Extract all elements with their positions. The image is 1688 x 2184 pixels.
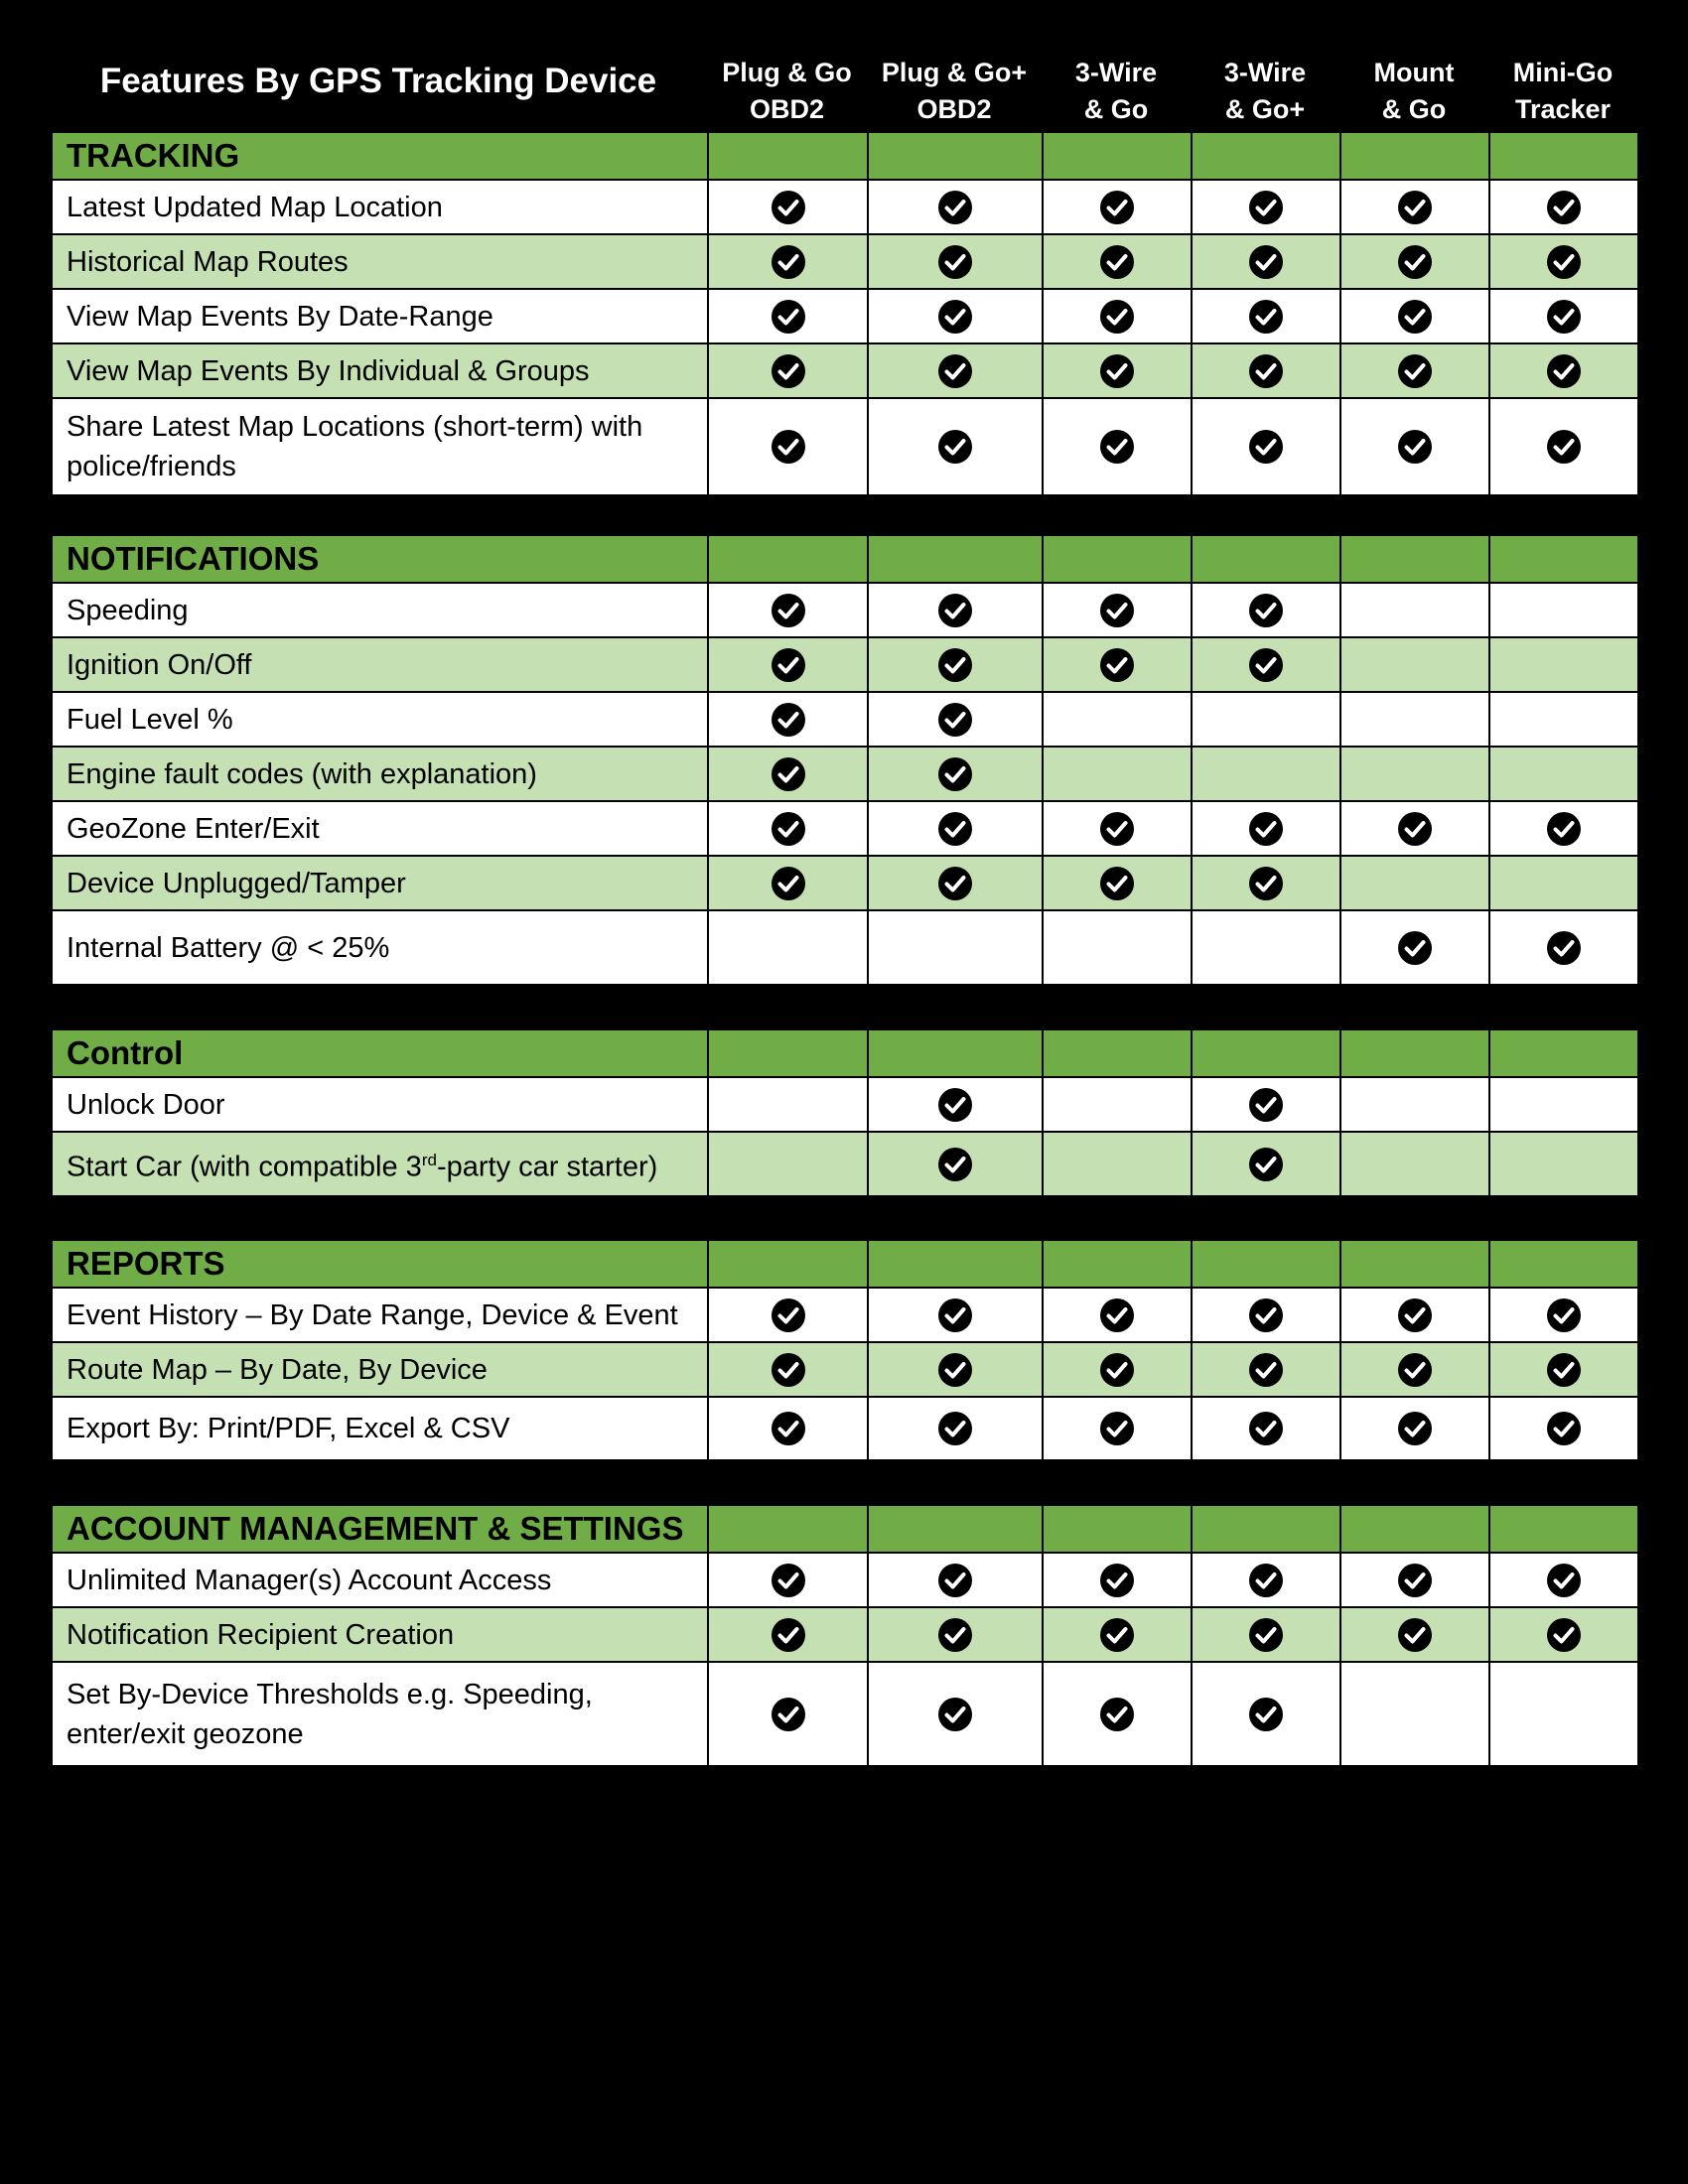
support-cell bbox=[1340, 1662, 1489, 1766]
check-circle-icon bbox=[1248, 593, 1284, 628]
support-cell bbox=[1340, 180, 1489, 234]
feature-label: Historical Map Routes bbox=[52, 234, 708, 289]
check-circle-icon bbox=[1099, 1411, 1135, 1446]
check-circle-icon bbox=[1248, 353, 1284, 389]
device-column-header: Plug & Go+ OBD2 bbox=[881, 58, 1028, 124]
check-circle-icon bbox=[1099, 1617, 1135, 1653]
check-circle-icon bbox=[1248, 647, 1284, 683]
check-circle-icon bbox=[1099, 429, 1135, 465]
check-circle-icon bbox=[771, 593, 806, 628]
feature-section-table bbox=[51, 1504, 1639, 1767]
check-circle-icon bbox=[771, 1563, 806, 1598]
support-cell bbox=[1043, 343, 1192, 398]
section-header bbox=[52, 132, 1638, 180]
feature-row bbox=[52, 856, 1638, 910]
check-circle-icon bbox=[1099, 190, 1135, 225]
section-title: TRACKING bbox=[52, 132, 708, 180]
feature-row bbox=[52, 234, 1638, 289]
check-circle-icon bbox=[1099, 353, 1135, 389]
support-cell bbox=[1043, 398, 1192, 495]
check-circle-icon bbox=[937, 299, 973, 335]
feature-label: Latest Updated Map Location bbox=[52, 180, 708, 234]
support-cell bbox=[1043, 583, 1192, 637]
feature-row bbox=[52, 1553, 1638, 1607]
check-circle-icon bbox=[1397, 1617, 1433, 1653]
support-cell bbox=[1043, 1607, 1192, 1662]
feature-row bbox=[52, 583, 1638, 637]
feature-label: Engine fault codes (with explanation) bbox=[52, 747, 708, 801]
check-circle-icon bbox=[937, 353, 973, 389]
check-circle-icon bbox=[771, 1352, 806, 1388]
device-column-header: 3-Wire & Go+ bbox=[1223, 58, 1307, 124]
check-circle-icon bbox=[771, 299, 806, 335]
support-cell bbox=[1340, 583, 1489, 637]
support-cell bbox=[1340, 856, 1489, 910]
check-circle-icon bbox=[1397, 811, 1433, 847]
support-cell bbox=[708, 692, 868, 747]
check-circle-icon bbox=[937, 866, 973, 901]
support-cell bbox=[708, 234, 868, 289]
support-cell bbox=[1043, 910, 1192, 985]
check-circle-icon bbox=[937, 244, 973, 280]
support-cell bbox=[868, 1662, 1043, 1766]
feature-label: Export By: Print/PDF, Excel & CSV bbox=[52, 1397, 708, 1460]
feature-section-table bbox=[51, 534, 1639, 986]
feature-label: Ignition On/Off bbox=[52, 637, 708, 692]
check-circle-icon bbox=[771, 866, 806, 901]
check-circle-icon bbox=[771, 647, 806, 683]
check-circle-icon bbox=[937, 1563, 973, 1598]
check-circle-icon bbox=[1248, 1297, 1284, 1333]
support-cell bbox=[868, 910, 1043, 985]
check-circle-icon bbox=[771, 190, 806, 225]
support-cell bbox=[1192, 692, 1340, 747]
support-cell bbox=[708, 289, 868, 343]
support-cell bbox=[868, 398, 1043, 495]
check-circle-icon bbox=[937, 1087, 973, 1123]
section-title: NOTIFICATIONS bbox=[52, 535, 708, 583]
feature-row bbox=[52, 637, 1638, 692]
check-circle-icon bbox=[1546, 1352, 1582, 1388]
support-cell bbox=[708, 856, 868, 910]
support-cell bbox=[868, 747, 1043, 801]
support-cell bbox=[708, 1132, 868, 1196]
feature-section-table bbox=[51, 1239, 1639, 1461]
support-cell bbox=[1489, 747, 1638, 801]
check-circle-icon bbox=[1397, 429, 1433, 465]
feature-label: Speeding bbox=[52, 583, 708, 637]
support-cell bbox=[1489, 1077, 1638, 1132]
support-cell bbox=[868, 234, 1043, 289]
support-cell bbox=[708, 910, 868, 985]
support-cell bbox=[1489, 856, 1638, 910]
support-cell bbox=[868, 1397, 1043, 1460]
check-circle-icon bbox=[1546, 353, 1582, 389]
check-circle-icon bbox=[1099, 1297, 1135, 1333]
feature-label: Notification Recipient Creation bbox=[52, 1607, 708, 1662]
support-cell bbox=[1043, 1553, 1192, 1607]
support-cell bbox=[708, 180, 868, 234]
check-circle-icon bbox=[1248, 244, 1284, 280]
section-header bbox=[52, 1505, 1638, 1553]
support-cell bbox=[1340, 1132, 1489, 1196]
support-cell bbox=[708, 637, 868, 692]
check-circle-icon bbox=[771, 811, 806, 847]
support-cell bbox=[708, 398, 868, 495]
support-cell bbox=[868, 583, 1043, 637]
support-cell bbox=[1340, 637, 1489, 692]
feature-row bbox=[52, 289, 1638, 343]
support-cell bbox=[1192, 398, 1340, 495]
check-circle-icon bbox=[1099, 647, 1135, 683]
support-cell bbox=[1489, 637, 1638, 692]
check-circle-icon bbox=[1546, 1297, 1582, 1333]
feature-row bbox=[52, 1397, 1638, 1460]
check-circle-icon bbox=[771, 244, 806, 280]
support-cell bbox=[1043, 1132, 1192, 1196]
support-cell bbox=[1340, 1342, 1489, 1397]
feature-label: Start Car (with compatible 3rd-party car starter) bbox=[52, 1132, 708, 1196]
check-circle-icon bbox=[937, 593, 973, 628]
support-cell bbox=[1489, 583, 1638, 637]
support-cell bbox=[1043, 801, 1192, 856]
feature-label: Unlock Door bbox=[52, 1077, 708, 1132]
feature-label: View Map Events By Individual & Groups bbox=[52, 343, 708, 398]
check-circle-icon bbox=[1397, 353, 1433, 389]
page-title: Features By GPS Tracking Device bbox=[99, 62, 657, 100]
support-cell bbox=[868, 1553, 1043, 1607]
support-cell bbox=[1489, 1553, 1638, 1607]
check-circle-icon bbox=[1546, 1411, 1582, 1446]
check-circle-icon bbox=[1248, 866, 1284, 901]
section-title: Control bbox=[52, 1029, 708, 1077]
support-cell bbox=[1043, 747, 1192, 801]
check-circle-icon bbox=[771, 1617, 806, 1653]
support-cell bbox=[1340, 234, 1489, 289]
support-cell bbox=[1192, 856, 1340, 910]
feature-label: Unlimited Manager(s) Account Access bbox=[52, 1553, 708, 1607]
check-circle-icon bbox=[1099, 593, 1135, 628]
check-circle-icon bbox=[1397, 1352, 1433, 1388]
check-circle-icon bbox=[1248, 1147, 1284, 1182]
check-circle-icon bbox=[1546, 299, 1582, 335]
table-header bbox=[0, 0, 1688, 131]
check-circle-icon bbox=[1248, 299, 1284, 335]
section-header bbox=[52, 535, 1638, 583]
support-cell bbox=[1340, 1397, 1489, 1460]
support-cell bbox=[868, 637, 1043, 692]
feature-label: Set By-Device Thresholds e.g. Speeding, enter/exit geozone bbox=[52, 1662, 708, 1766]
support-cell bbox=[1192, 1342, 1340, 1397]
support-cell bbox=[1043, 289, 1192, 343]
check-circle-icon bbox=[937, 1147, 973, 1182]
section-title: REPORTS bbox=[52, 1240, 708, 1288]
support-cell bbox=[1043, 1288, 1192, 1342]
check-circle-icon bbox=[1397, 1563, 1433, 1598]
support-cell bbox=[1340, 747, 1489, 801]
feature-row bbox=[52, 1662, 1638, 1766]
support-cell bbox=[1192, 583, 1340, 637]
support-cell bbox=[1192, 637, 1340, 692]
check-circle-icon bbox=[1099, 866, 1135, 901]
support-cell bbox=[708, 583, 868, 637]
support-cell bbox=[1340, 910, 1489, 985]
support-cell bbox=[1489, 180, 1638, 234]
support-cell bbox=[1043, 1397, 1192, 1460]
feature-label: Internal Battery @ < 25% bbox=[52, 910, 708, 985]
support-cell bbox=[1043, 856, 1192, 910]
device-column-header: Plug & Go OBD2 bbox=[722, 58, 852, 124]
check-circle-icon bbox=[1099, 1352, 1135, 1388]
support-cell bbox=[1340, 343, 1489, 398]
check-circle-icon bbox=[937, 1297, 973, 1333]
support-cell bbox=[1043, 692, 1192, 747]
support-cell bbox=[1489, 343, 1638, 398]
check-circle-icon bbox=[1397, 1411, 1433, 1446]
check-circle-icon bbox=[1397, 1297, 1433, 1333]
feature-row bbox=[52, 1607, 1638, 1662]
support-cell bbox=[1192, 343, 1340, 398]
support-cell bbox=[868, 180, 1043, 234]
check-circle-icon bbox=[771, 756, 806, 792]
support-cell bbox=[868, 1077, 1043, 1132]
support-cell bbox=[1192, 910, 1340, 985]
support-cell bbox=[1489, 1342, 1638, 1397]
check-circle-icon bbox=[1099, 1563, 1135, 1598]
check-circle-icon bbox=[1546, 811, 1582, 847]
support-cell bbox=[708, 801, 868, 856]
support-cell bbox=[868, 1342, 1043, 1397]
check-circle-icon bbox=[1248, 429, 1284, 465]
check-circle-icon bbox=[937, 429, 973, 465]
feature-row bbox=[52, 398, 1638, 495]
support-cell bbox=[1043, 1662, 1192, 1766]
check-circle-icon bbox=[771, 353, 806, 389]
support-cell bbox=[868, 1288, 1043, 1342]
support-cell bbox=[708, 1607, 868, 1662]
check-circle-icon bbox=[1248, 811, 1284, 847]
check-circle-icon bbox=[937, 1697, 973, 1732]
device-column-header: Mount & Go bbox=[1373, 58, 1455, 124]
support-cell bbox=[1192, 1607, 1340, 1662]
support-cell bbox=[1340, 692, 1489, 747]
support-cell bbox=[868, 1132, 1043, 1196]
support-cell bbox=[1192, 1397, 1340, 1460]
check-circle-icon bbox=[1397, 190, 1433, 225]
support-cell bbox=[1192, 1077, 1340, 1132]
support-cell bbox=[1340, 289, 1489, 343]
check-circle-icon bbox=[937, 190, 973, 225]
support-cell bbox=[1340, 1288, 1489, 1342]
check-circle-icon bbox=[1248, 1352, 1284, 1388]
support-cell bbox=[868, 856, 1043, 910]
support-cell bbox=[1192, 747, 1340, 801]
check-circle-icon bbox=[937, 647, 973, 683]
check-circle-icon bbox=[1397, 299, 1433, 335]
check-circle-icon bbox=[1397, 930, 1433, 966]
support-cell bbox=[868, 1607, 1043, 1662]
section-header bbox=[52, 1240, 1638, 1288]
support-cell bbox=[1340, 398, 1489, 495]
check-circle-icon bbox=[937, 1411, 973, 1446]
feature-row bbox=[52, 747, 1638, 801]
support-cell bbox=[1489, 1662, 1638, 1766]
feature-row bbox=[52, 1288, 1638, 1342]
device-column-header: 3-Wire & Go bbox=[1074, 58, 1158, 124]
check-circle-icon bbox=[771, 702, 806, 738]
feature-row bbox=[52, 1077, 1638, 1132]
feature-row bbox=[52, 910, 1638, 985]
check-circle-icon bbox=[1248, 1411, 1284, 1446]
feature-row bbox=[52, 180, 1638, 234]
support-cell bbox=[1192, 1132, 1340, 1196]
support-cell bbox=[1489, 801, 1638, 856]
check-circle-icon bbox=[1546, 429, 1582, 465]
support-cell bbox=[708, 1288, 868, 1342]
check-circle-icon bbox=[1248, 1563, 1284, 1598]
feature-label: View Map Events By Date-Range bbox=[52, 289, 708, 343]
support-cell bbox=[708, 1662, 868, 1766]
support-cell bbox=[1192, 289, 1340, 343]
check-circle-icon bbox=[1248, 1697, 1284, 1732]
support-cell bbox=[1340, 1553, 1489, 1607]
support-cell bbox=[868, 343, 1043, 398]
support-cell bbox=[1489, 692, 1638, 747]
support-cell bbox=[1489, 1288, 1638, 1342]
support-cell bbox=[1489, 910, 1638, 985]
check-circle-icon bbox=[771, 1411, 806, 1446]
support-cell bbox=[868, 289, 1043, 343]
support-cell bbox=[1340, 1077, 1489, 1132]
check-circle-icon bbox=[1099, 299, 1135, 335]
support-cell bbox=[1043, 1077, 1192, 1132]
check-circle-icon bbox=[937, 702, 973, 738]
check-circle-icon bbox=[1248, 1617, 1284, 1653]
support-cell bbox=[1340, 1607, 1489, 1662]
support-cell bbox=[708, 343, 868, 398]
check-circle-icon bbox=[937, 756, 973, 792]
check-circle-icon bbox=[1546, 1563, 1582, 1598]
support-cell bbox=[1043, 1342, 1192, 1397]
support-cell bbox=[1489, 234, 1638, 289]
feature-section-table bbox=[51, 131, 1639, 496]
check-circle-icon bbox=[1248, 190, 1284, 225]
section-header bbox=[52, 1029, 1638, 1077]
support-cell bbox=[708, 1553, 868, 1607]
check-circle-icon bbox=[1099, 1697, 1135, 1732]
support-cell bbox=[1192, 801, 1340, 856]
support-cell bbox=[708, 1342, 868, 1397]
support-cell bbox=[868, 692, 1043, 747]
support-cell bbox=[1489, 1607, 1638, 1662]
feature-label: Route Map – By Date, By Device bbox=[52, 1342, 708, 1397]
check-circle-icon bbox=[1248, 1087, 1284, 1123]
device-column-header: Mini-Go Tracker bbox=[1512, 58, 1614, 124]
check-circle-icon bbox=[771, 1297, 806, 1333]
check-circle-icon bbox=[1397, 244, 1433, 280]
feature-row bbox=[52, 1342, 1638, 1397]
support-cell bbox=[1489, 1132, 1638, 1196]
check-circle-icon bbox=[937, 1352, 973, 1388]
support-cell bbox=[1043, 637, 1192, 692]
support-cell bbox=[708, 1397, 868, 1460]
check-circle-icon bbox=[1546, 930, 1582, 966]
check-circle-icon bbox=[771, 429, 806, 465]
check-circle-icon bbox=[1546, 244, 1582, 280]
check-circle-icon bbox=[1546, 190, 1582, 225]
support-cell bbox=[868, 801, 1043, 856]
support-cell bbox=[1192, 180, 1340, 234]
feature-row bbox=[52, 801, 1638, 856]
check-circle-icon bbox=[771, 1697, 806, 1732]
support-cell bbox=[1489, 1397, 1638, 1460]
check-circle-icon bbox=[1099, 244, 1135, 280]
feature-label: Event History – By Date Range, Device & Event bbox=[52, 1288, 708, 1342]
support-cell bbox=[708, 1077, 868, 1132]
feature-row bbox=[52, 692, 1638, 747]
support-cell bbox=[1489, 398, 1638, 495]
check-circle-icon bbox=[937, 1617, 973, 1653]
feature-row bbox=[52, 1132, 1638, 1196]
feature-section-table bbox=[51, 1028, 1639, 1197]
support-cell bbox=[1489, 289, 1638, 343]
support-cell bbox=[708, 747, 868, 801]
support-cell bbox=[1192, 1553, 1340, 1607]
support-cell bbox=[1043, 234, 1192, 289]
feature-label: GeoZone Enter/Exit bbox=[52, 801, 708, 856]
section-title: ACCOUNT MANAGEMENT & SETTINGS bbox=[52, 1505, 708, 1553]
support-cell bbox=[1340, 801, 1489, 856]
check-circle-icon bbox=[1546, 1617, 1582, 1653]
check-circle-icon bbox=[1099, 811, 1135, 847]
feature-label: Share Latest Map Locations (short-term) with police/friends bbox=[52, 398, 708, 495]
support-cell bbox=[1192, 1288, 1340, 1342]
feature-row bbox=[52, 343, 1638, 398]
feature-label: Fuel Level % bbox=[52, 692, 708, 747]
support-cell bbox=[1192, 1662, 1340, 1766]
support-cell bbox=[1192, 234, 1340, 289]
check-circle-icon bbox=[937, 811, 973, 847]
feature-label: Device Unplugged/Tamper bbox=[52, 856, 708, 910]
support-cell bbox=[1043, 180, 1192, 234]
